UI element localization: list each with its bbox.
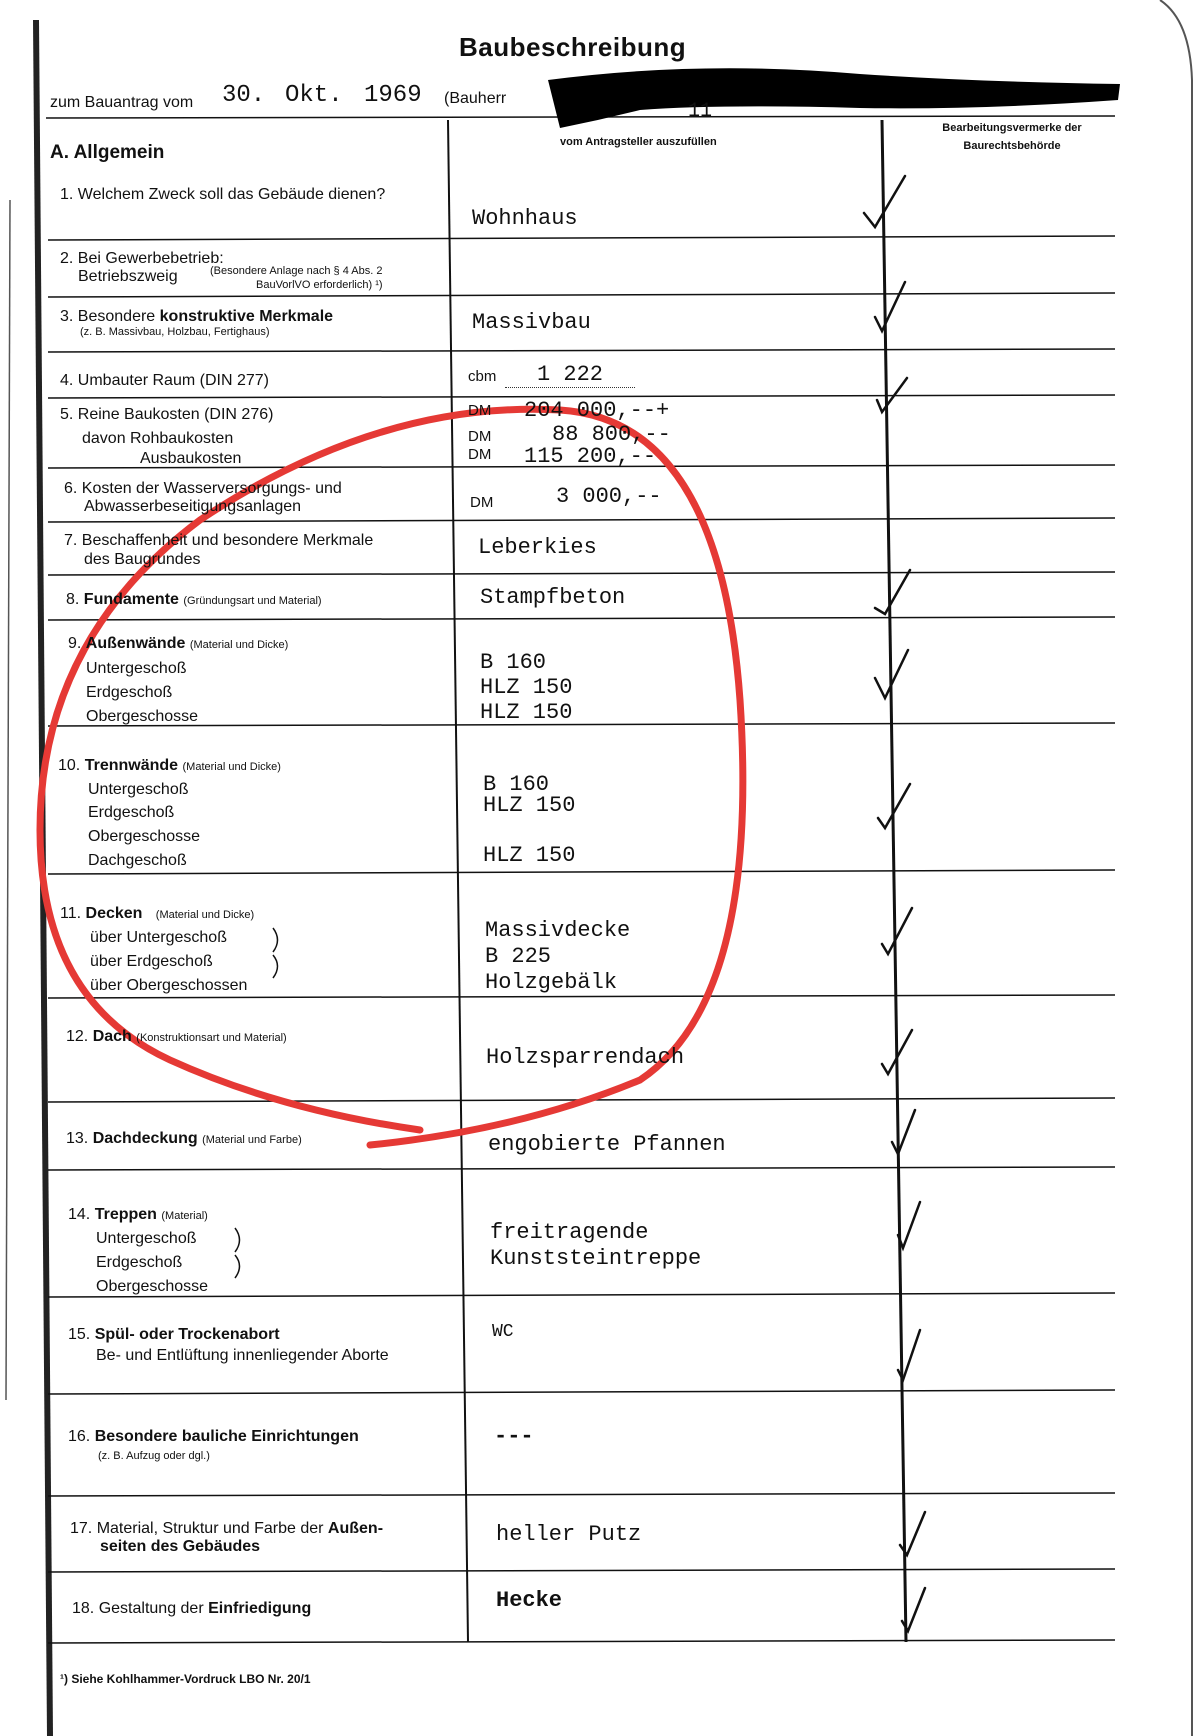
row-10-sub-4: Dachgeschoß — [88, 852, 187, 869]
row-9-label: 9. Außenwände (Material und Dicke) — [68, 635, 289, 652]
row-2-label: 2. Bei Gewerbebetrieb: — [60, 250, 224, 267]
column-authority-2: Baurechtsbehörde — [963, 140, 1061, 152]
row-10-sub-3: Obergeschosse — [88, 828, 201, 845]
row-14-value-2: Kunststeintreppe — [490, 1246, 702, 1271]
row-10-label: 10. Trennwände (Material und Dicke) — [58, 757, 281, 774]
row-17-value: heller Putz — [496, 1522, 642, 1547]
row-15-value: WC — [492, 1322, 514, 1342]
row-15-label: 15. Spül- oder Trockenabort — [68, 1326, 280, 1343]
row-10-sub-2: Erdgeschoß — [88, 804, 175, 821]
row-17-label: 17. Material, Struktur und Farbe der Außen- — [70, 1520, 384, 1537]
row-14-label: 14. Treppen (Material) — [68, 1206, 208, 1223]
row-10-sub-1: Untergeschoß — [88, 781, 189, 798]
row-12-value: Holzsparrendach — [486, 1045, 685, 1070]
row-9-sub-3: Obergeschosse — [86, 708, 199, 725]
row-16-label: 16. Besondere bauliche Einrichtungen — [68, 1428, 359, 1445]
row-16-value: --- — [494, 1424, 534, 1449]
row-5-value-1: 204 000,--+ — [524, 398, 670, 423]
row-10-value-1: B 160 — [483, 772, 550, 797]
row-10-value-2: HLZ 150 — [483, 793, 576, 818]
row-6-value: 3 000,-- — [556, 484, 662, 509]
row-2-note-2: BauVorlVO erforderlich) ¹) — [256, 279, 383, 291]
row-6-unit: DM — [470, 494, 494, 511]
page-title: Baubeschreibung — [459, 32, 687, 62]
row-5-unit-1: DM — [468, 402, 492, 419]
bauherr-label: (Bauherr — [444, 90, 507, 107]
row-5-sub-2: Ausbaukosten — [140, 450, 242, 467]
row-9-value-3: HLZ 150 — [480, 700, 573, 725]
row-16-note: (z. B. Aufzug oder dgl.) — [98, 1450, 210, 1462]
row-5-value-2: 88 800,-- — [552, 422, 671, 447]
row-11-sub-3: über Obergeschossen — [90, 977, 248, 994]
row-2-note-1: (Besondere Anlage nach § 4 Abs. 2 — [210, 265, 383, 277]
row-7-value: Leberkies — [478, 535, 597, 560]
row-4-unit: cbm — [468, 368, 497, 385]
row-2-label-2: Betriebszweig — [78, 268, 178, 285]
row-4-label: 4. Umbauter Raum (DIN 277) — [60, 372, 269, 389]
row-18-value: Hecke — [496, 1588, 563, 1613]
bauherr-visible: 11 — [688, 100, 713, 123]
row-6-label-2: Abwasserbeseitigungsanlagen — [84, 498, 302, 515]
row-5-label: 5. Reine Baukosten (DIN 276) — [60, 406, 274, 423]
row-5-unit-2: DM — [468, 428, 492, 445]
row-18-label: 18. Gestaltung der Einfriedigung — [72, 1600, 312, 1617]
row-12-label: 12. Dach (Konstruktionsart und Material) — [66, 1028, 287, 1045]
row-11-value-3: Holzgebälk — [485, 970, 618, 995]
row-3-value: Massivbau — [472, 310, 591, 335]
row-11-value-1: Massivdecke — [485, 918, 631, 943]
row-14-value-1: freitragende — [490, 1220, 649, 1245]
row-4-value: 1 222 — [505, 362, 635, 388]
row-11-sub-2: über Erdgeschoß — [90, 953, 213, 970]
row-8-value: Stampfbeton — [480, 585, 626, 610]
row-5-unit-3: DM — [468, 446, 492, 463]
date-year: 1969 — [364, 82, 422, 109]
row-7-label-2: des Baugrundes — [84, 551, 201, 568]
row-9-value-2: HLZ 150 — [480, 675, 573, 700]
row-9-sub-1: Untergeschoß — [86, 660, 187, 677]
row-14-sub-2: Erdgeschoß — [96, 1254, 183, 1271]
row-13-value: engobierte Pfannen — [488, 1132, 726, 1157]
row-11-value-2: B 225 — [485, 944, 552, 969]
row-7-label: 7. Beschaffenheit und besondere Merkmale — [64, 532, 374, 549]
row-14-sub-1: Untergeschoß — [96, 1230, 197, 1247]
date-day: 30. — [222, 82, 266, 109]
row-17-label-2: seiten des Gebäudes — [100, 1538, 261, 1555]
row-1-value: Wohnhaus — [472, 206, 578, 231]
row-14-sub-3: Obergeschosse — [96, 1278, 209, 1295]
row-10-value-3: HLZ 150 — [483, 843, 576, 868]
row-8-label: 8. Fundamente (Gründungsart und Material) — [66, 591, 322, 608]
row-9-sub-2: Erdgeschoß — [86, 684, 173, 701]
row-6-label: 6. Kosten der Wasserversorgungs- und — [64, 480, 342, 497]
row-13-label: 13. Dachdeckung (Material und Farbe) — [66, 1130, 302, 1147]
row-9-value-1: B 160 — [480, 650, 547, 675]
row-3-note: (z. B. Massivbau, Holzbau, Fertighaus) — [80, 326, 270, 338]
row-1-label: 1. Welchem Zweck soll das Gebäude dienen? — [60, 186, 386, 203]
date-month: Okt. — [285, 82, 343, 109]
column-applicant: vom Antragsteller auszufüllen — [560, 136, 717, 148]
footnote: ¹) Siehe Kohlhammer-Vordruck LBO Nr. 20/1 — [60, 1672, 311, 1686]
row-5-sub-1: davon Rohbaukosten — [82, 430, 234, 447]
column-authority-1: Bearbeitungsvermerke der — [942, 122, 1082, 134]
section-a-heading: A. Allgemein — [50, 142, 165, 163]
row-5-value-3: 115 200,-- — [524, 444, 657, 469]
row-3-label: 3. Besondere konstruktive Merkmale — [60, 308, 334, 325]
header-prefix: zum Bauantrag vom — [50, 94, 194, 111]
row-15-label-2: Be- und Entlüftung innenliegender Aborte — [96, 1347, 389, 1364]
row-11-label: 11. Decken (Material und Dicke) — [60, 905, 255, 922]
row-11-sub-1: über Untergeschoß — [90, 929, 227, 946]
